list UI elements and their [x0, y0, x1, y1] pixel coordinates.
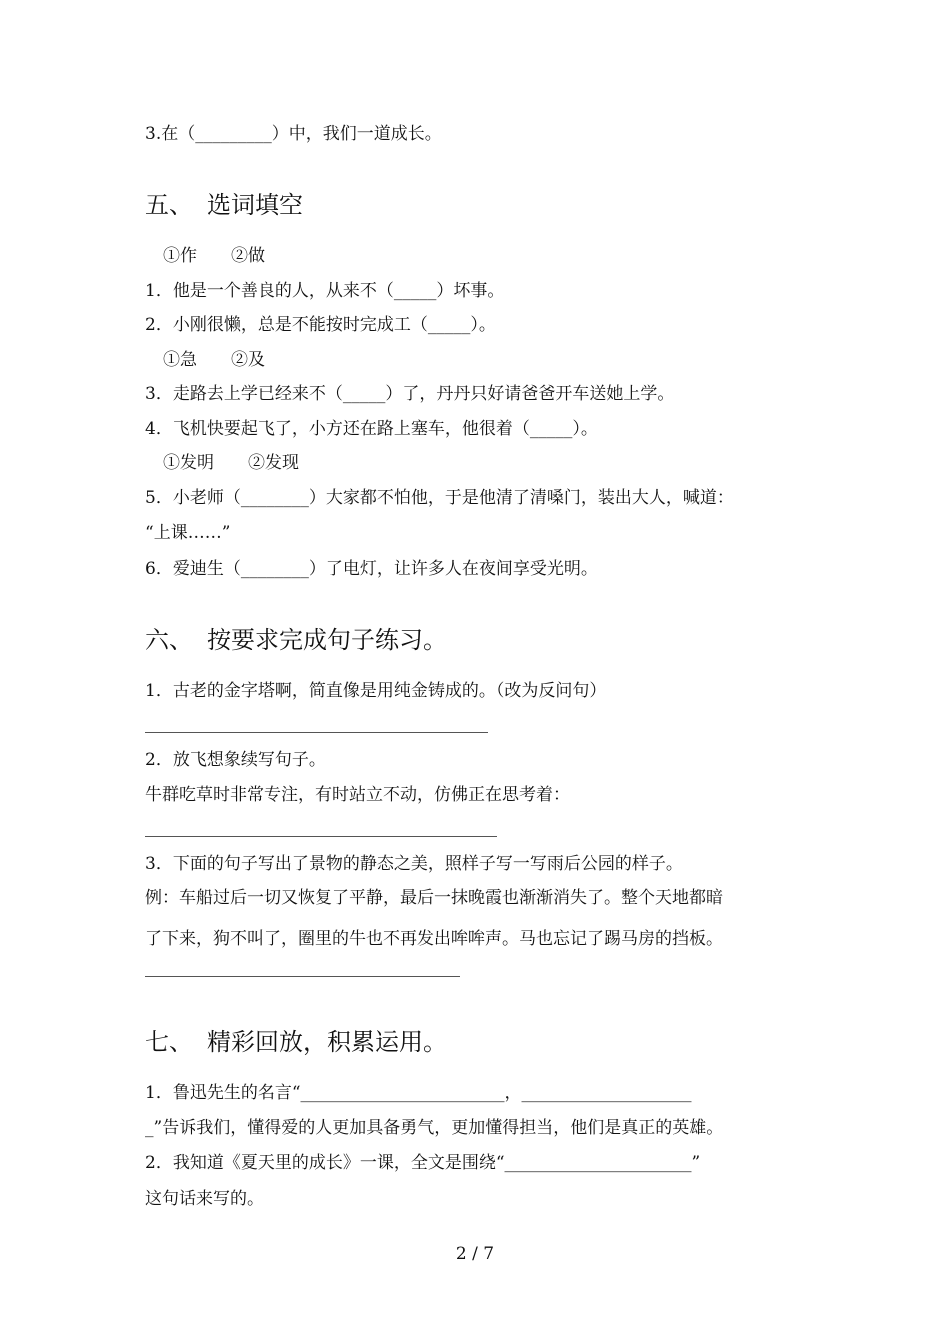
- question-5-3: 3．走路去上学已经来不（_____）了，丹丹只好请爸爸开车送她上学。: [145, 384, 675, 404]
- section-6-title: 按要求完成句子练习。: [207, 626, 447, 654]
- question-5-5-line1: 5．小老师（________）大家都不怕他，于是他清了清嗓门，装出大人，喊道：: [145, 488, 734, 508]
- option-2: ②及: [231, 350, 265, 370]
- question-5-6: 6．爱迪生（________）了电灯，让许多人在夜间享受光明。: [145, 559, 598, 579]
- option-2: ②发现: [248, 453, 299, 473]
- answer-line: [145, 732, 488, 733]
- option-1: ①发明: [163, 453, 214, 473]
- question-7-2-line2: 这句话来写的。: [145, 1189, 264, 1209]
- question-5-4: 4．飞机快要起飞了，小方还在路上塞车，他很着（_____）。: [145, 419, 598, 439]
- word-options-3: [163, 451, 299, 475]
- section-5-heading: [145, 189, 303, 221]
- answer-line: [145, 836, 497, 837]
- question-7-2-line1: 2．我知道《夏天里的成长》一课，全文是围绕“______________________”: [145, 1153, 701, 1173]
- section-7-number: 七、: [145, 1028, 193, 1056]
- option-1: ①作: [163, 246, 197, 266]
- question-6-3: 3．下面的句子写出了景物的静态之美，照样子写一写雨后公园的样子。: [145, 854, 683, 874]
- word-options-1: [163, 244, 265, 268]
- section-6-number: 六、: [145, 626, 193, 654]
- question-6-1: 1．古老的金字塔啊，简直像是用纯金铸成的。（改为反问句）: [145, 681, 607, 701]
- section-5-number: 五、: [145, 191, 193, 219]
- question-7-1-line1: 1．鲁迅先生的名言“________________________，____________________: [145, 1083, 692, 1103]
- section-7-heading: [145, 1026, 447, 1058]
- question-5-2: 2．小刚很懒，总是不能按时完成工（_____）。: [145, 315, 496, 335]
- question-7-1-line2: _”告诉我们，懂得爱的人更加具备勇气，更加懂得担当，他们是真正的英雄。: [145, 1118, 724, 1138]
- section-5-title: 选词填空: [207, 191, 303, 219]
- question-6-3-example-line2: 了下来，狗不叫了，圈里的牛也不再发出哞哞声。马也忘记了踢马房的挡板。: [145, 929, 723, 949]
- option-1: ①急: [163, 350, 197, 370]
- section-6-heading: [145, 624, 447, 656]
- question-6-2: 2．放飞想象续写句子。: [145, 750, 326, 770]
- question-6-3-example-line1: 例：车船过后一切又恢复了平静，最后一抹晚霞也渐渐消失了。整个天地都暗: [145, 888, 723, 908]
- question-5-1: 1．他是一个善良的人，从来不（_____）坏事。: [145, 281, 505, 301]
- section-7-title: 精彩回放，积累运用。: [207, 1028, 447, 1056]
- page-number: 2 / 7: [455, 1244, 495, 1264]
- question-4-3: 3.在（_________）中，我们一道成长。: [145, 124, 442, 144]
- option-2: ②做: [231, 246, 265, 266]
- question-5-5-line2: “上课……”: [145, 523, 231, 543]
- word-options-2: [163, 348, 265, 372]
- answer-line: [145, 976, 460, 977]
- question-6-2-prompt: 牛群吃草时非常专注，有时站立不动，仿佛正在思考着：: [145, 785, 570, 805]
